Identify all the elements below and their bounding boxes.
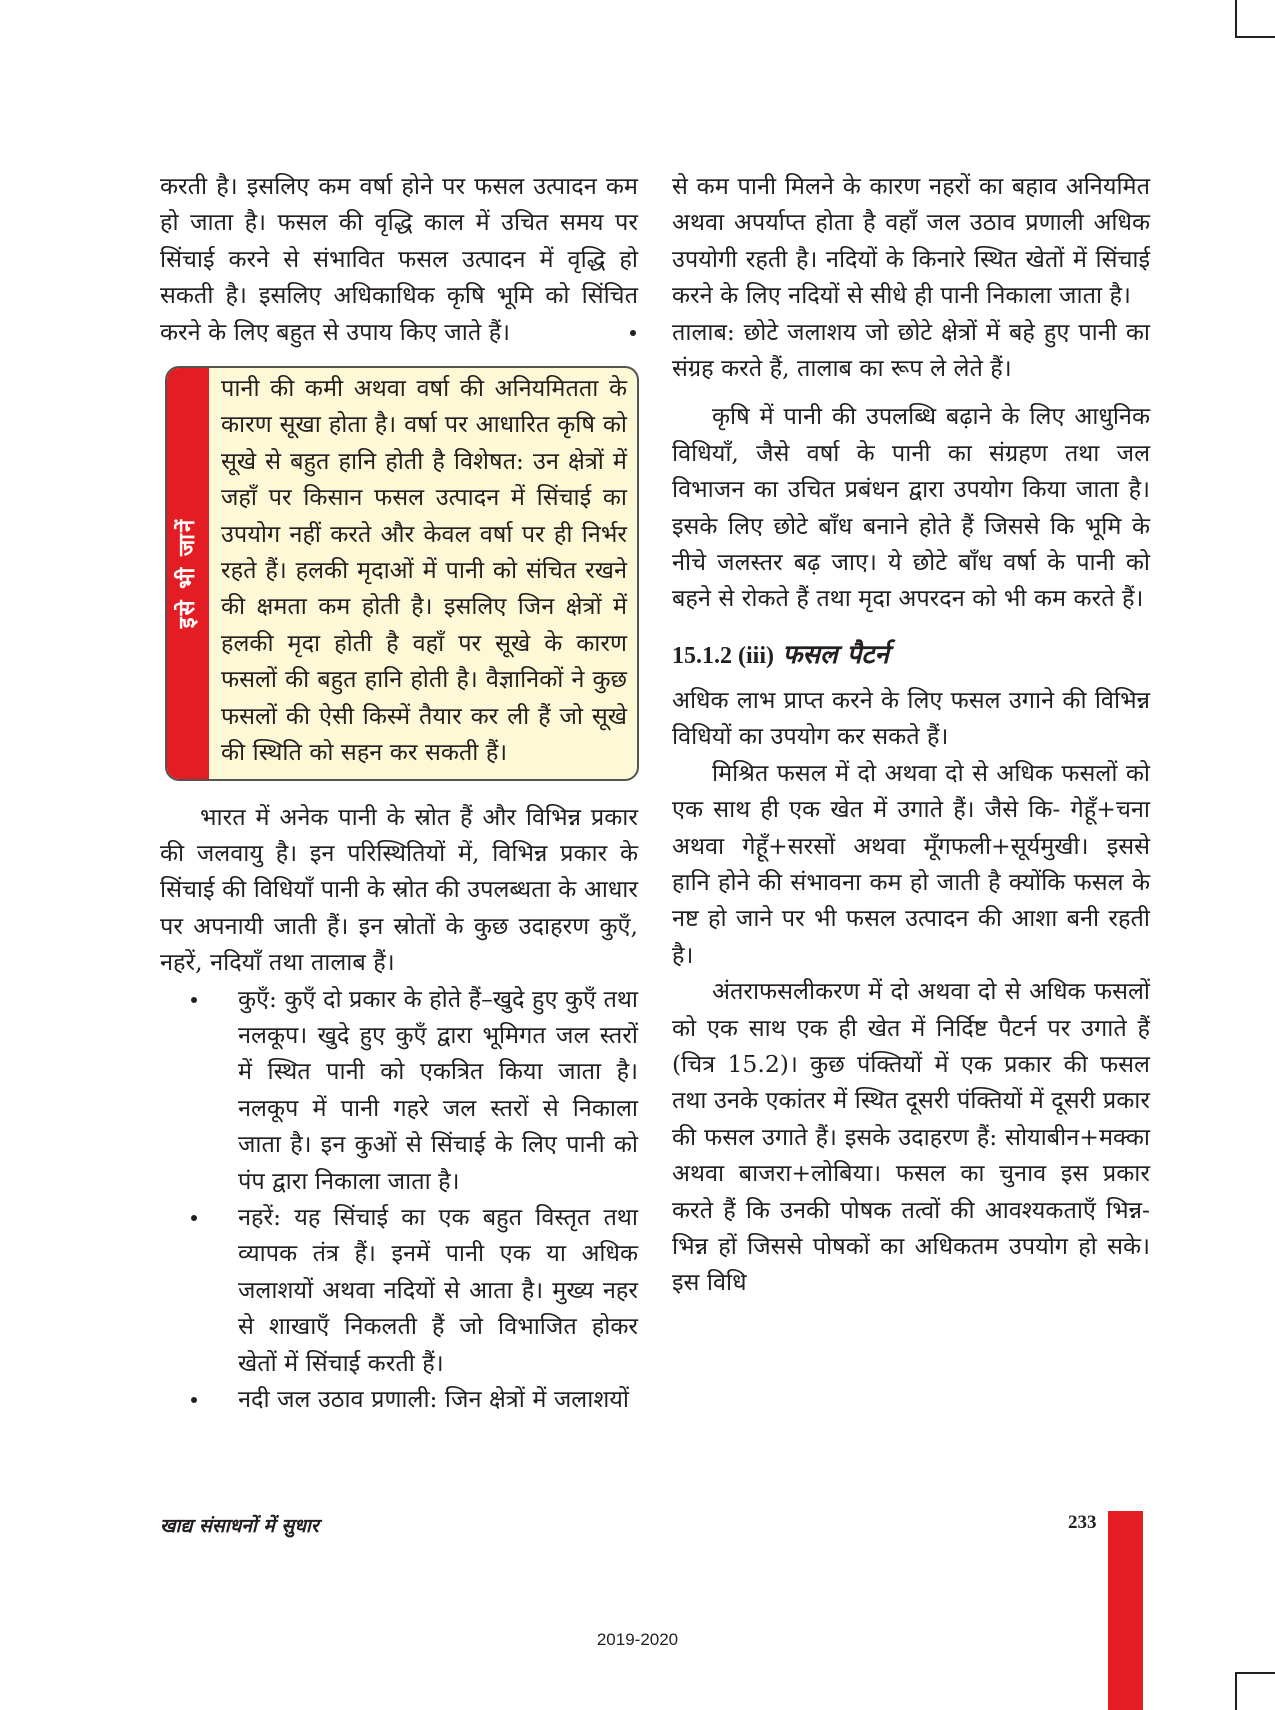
- edition-year: 2019-2020: [596, 1630, 679, 1649]
- paragraph: करती है। इसलिए कम वर्षा होने पर फसल उत्पादन कम हो जाता है। फसल की वृद्धि काल में उचित समय पर सिंचाई करने से संभावित फसल उत्पादन में वृद्धि हो सकती है। इसलिए अधिकाधिक कृषि भूमि को सिंचित करने के लिए बहुत से उपाय किए जाते हैं।: [160, 172, 638, 346]
- bullet-list: [598, 168, 1150, 386]
- list-item: नदी जल उठाव प्रणाली: जिन क्षेत्रों में जलाशयों: [238, 1381, 638, 1417]
- left-column: [160, 168, 638, 1417]
- right-column: [672, 168, 1150, 1301]
- list-item-continuation: [672, 168, 1150, 314]
- continued-text: से कम पानी मिलने के कारण नहरों का बहाव अनियमित अथवा अपर्याप्त होता है वहाँ जल उठाव प्रणाली अधिक उपयोगी रहती है। नदियों के किनारे स्थित खेतों में सिंचाई करने के लिए नदियों से सीधे ही पानी निकाला जाता है।: [672, 172, 1150, 310]
- section-number: 15.1.2 (iii): [672, 642, 774, 669]
- page-number: 233: [1068, 1512, 1097, 1533]
- paragraph: अधिक लाभ प्राप्त करने के लिए फसल उगाने की विभिन्न विधियों का उपयोग कर सकते हैं।: [672, 685, 1150, 751]
- footer-chapter-title: खाद्य संसाधनों में सुधार: [160, 1515, 319, 1537]
- info-box: [165, 366, 639, 780]
- page-edge-strip: [1108, 1511, 1143, 1710]
- section-heading: [672, 635, 1150, 676]
- info-box-label: इसे भी जानें: [174, 518, 200, 629]
- info-box-text: पानी की कमी अथवा वर्षा की अनियमितता के कारण सूखा होता है। वर्षा पर आधारित कृषि को सूखे से बहुत हानि होती है विशेषत: उन क्षेत्रों में जहाँ पर किसान फसल उत्पादन में सिंचाई का उपयोग नहीं करते और केवल वर्षा पर ही निर्भर रहते हैं। हलकी मृदाओं में पानी को संचित रखने की क्षमता कम होती है। इसलिए जिन क्षेत्रों में हलकी मृदा होती है वहाँ पर सूखे के कारण फसलों की बहुत हानि होती है। वैज्ञानिकों ने कुछ फसलों की ऐसी किस्में तैयार कर ली हैं जो सूखे की स्थिति को सहन कर सकती हैं।: [221, 374, 627, 767]
- paragraph: मिश्रित फसल में दो अथवा दो से अधिक फसलों को एक साथ ही एक खेत में उगाते हैं। जैसे कि- गेहूँ+चना अथवा गेहूँ+सरसों अथवा मूँगफली+सूर्यमुखी। इससे हानि होने की संभावना कम हो जाती है क्योंकि फसल के नष्ट हो जाने पर भी फसल उत्पादन की आशा बनी रहती है।: [672, 758, 1150, 969]
- crop-mark: [1235, 36, 1275, 38]
- crop-mark: [1235, 0, 1237, 38]
- section-title: फसल पैटर्न: [782, 639, 889, 670]
- paragraph: भारत में अनेक पानी के स्रोत हैं और विभिन्न प्रकार की जलवायु है। इन परिस्थितियों में, विभिन्न प्रकार के सिंचाई की विधियाँ पानी के स्रोत की उपलब्धता के आधार पर अपनायी जाती हैं। इन स्रोतों के कुछ उदाहरण कुएँ, नहरें, नदियाँ तथा तालाब हैं।: [160, 802, 638, 977]
- paragraph: कृषि में पानी की उपलब्धि बढ़ाने के लिए आधुनिक विधियाँ, जैसे वर्षा के पानी का संग्रहण तथा जल विभाजन का उचित प्रबंधन द्वारा उपयोग किया जाता है। इसके लिए छोटे बाँध बनाने होते हैं जिससे कि भूमि के नीचे जलस्तर बढ़ जाए। ये छोटे बाँध वर्षा के पानी को बहने से रोकते हैं तथा मृदा अपरदन को भी कम करते हैं।: [672, 402, 1150, 613]
- list-item: तालाब: छोटे जलाशय जो छोटे क्षेत्रों में बहे हुए पानी का संग्रह करते हैं, तालाब का रूप ले लेते हैं।: [672, 314, 1150, 387]
- list-item: नहरें: यह सिंचाई का एक बहुत विस्तृत तथा व्यापक तंत्र हैं। इनमें पानी एक या अधिक जलाशयों अथवा नदियों से आता है। मुख्य नहर से शाखाएँ निकलती हैं जो विभाजित होकर खेतों में सिंचाई करती हैं।: [238, 1199, 638, 1381]
- list-item: कुएँ: कुएँ दो प्रकार के होते हैं–खुदे हुए कुएँ तथा नलकूप। खुदे हुए कुएँ द्वारा भूमिगत जल स्तरों में स्थित पानी को एकत्रित किया जाता है। नलकूप में पानी गहरे जल स्तरों से निकाला जाता है। इन कुओं से सिंचाई के लिए पानी को पंप द्वारा निकाला जाता है।: [238, 981, 638, 1199]
- crop-mark: [1235, 1672, 1237, 1710]
- bullet-list: [160, 981, 638, 1418]
- crop-mark: [1235, 1672, 1275, 1674]
- paragraph: अंतराफसलीकरण में दो अथवा दो से अधिक फसलों को एक साथ एक ही खेत में निर्दिष्ट पैटर्न पर उगाते हैं (चित्र 15.2)। कुछ पंक्तियों में एक प्रकार की फसल तथा उनके एकांतर में स्थित दूसरी पंक्तियों में दूसरी प्रकार की फसल उगाते हैं। इसके उदाहरण हैं: सोयाबीन+मक्का अथवा बाजरा+लोबिया। फसल का चुनाव इस प्रकार करते हैं कि उनकी पोषक तत्वों की आवश्यकताएँ भिन्न-भिन्न हों जिससे पोषकों का अधिकतम उपयोग हो सके। इस विधि: [672, 977, 1150, 1297]
- info-box-tab: [167, 368, 209, 778]
